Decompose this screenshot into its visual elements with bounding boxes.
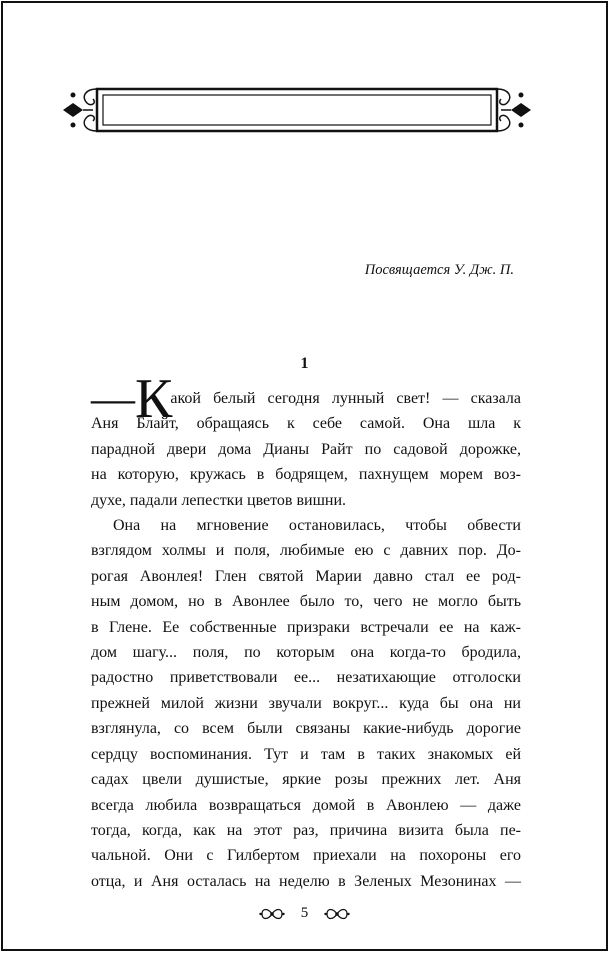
dropcap-dash: — <box>91 374 135 423</box>
page-footer <box>3 905 606 922</box>
body-text <box>91 368 521 894</box>
text-line-content: акой белый сегодня лунный свет! — сказала <box>170 390 521 407</box>
text-line: всегда любила возвращаться домой в Авонлею — даже <box>91 796 521 814</box>
text-line: ным домом, но в Авонлее было то, чего не могло быть <box>91 593 521 611</box>
text-line: парадной двери дома Дианы Райт по садовой дорожке, <box>91 440 521 458</box>
book-page <box>1 1 608 951</box>
text-line: взглядом холмы и поля, любимые ею с давних пор. До- <box>91 542 521 560</box>
text-line: отца, и Аня осталась на неделю в Зеленых Мезонинах — <box>91 872 521 890</box>
text-line: прежней милой жизни звучали вокруг... куда бы она ни <box>91 694 521 712</box>
text-line: тогда, когда, как на этот раз, причина визита была пе- <box>91 821 521 839</box>
dropcap-letter: К <box>135 368 171 430</box>
fleuron-left-icon <box>259 907 285 921</box>
text-line: Она на мгновение остановилась, чтобы обвести <box>113 517 521 535</box>
decorative-frame-ornament <box>59 83 535 137</box>
fleuron-right-icon <box>324 907 350 921</box>
text-line: дом шагу... поля, по которым она когда-то бродила, <box>91 644 521 662</box>
text-line: рогая Авонлея! Глен святой Марии давно стал ее род- <box>91 567 521 585</box>
text-line: в Глене. Ее собственные призраки встречали ее на каж- <box>91 618 521 636</box>
chapter-number: 1 <box>300 355 309 372</box>
text-line: радостно приветствовали ее... незатихающие отголоски <box>91 669 521 687</box>
text-line: чальной. Они с Гилбертом приехали на похороны его <box>91 847 521 865</box>
text-line: на которую, кружась в бодрящем, пахнущем морем воз- <box>91 466 521 484</box>
text-line: Аня Блайт, обращаясь к себе самой. Она шла к <box>91 415 521 433</box>
text-line: сердцу воспоминания. Тут и там в таких знакомых ей <box>91 745 521 763</box>
page-number: 5 <box>300 905 309 922</box>
dedication: Посвящается У. Дж. П. <box>364 262 514 278</box>
text-line: садах цвели душистые, яркие розы прежних лет. Аня <box>91 771 521 789</box>
text-line: взглянула, со всем были связаны какие-нибудь дорогие <box>91 720 521 738</box>
text-line: духе, падали лепестки цветов вишни. <box>91 491 347 509</box>
